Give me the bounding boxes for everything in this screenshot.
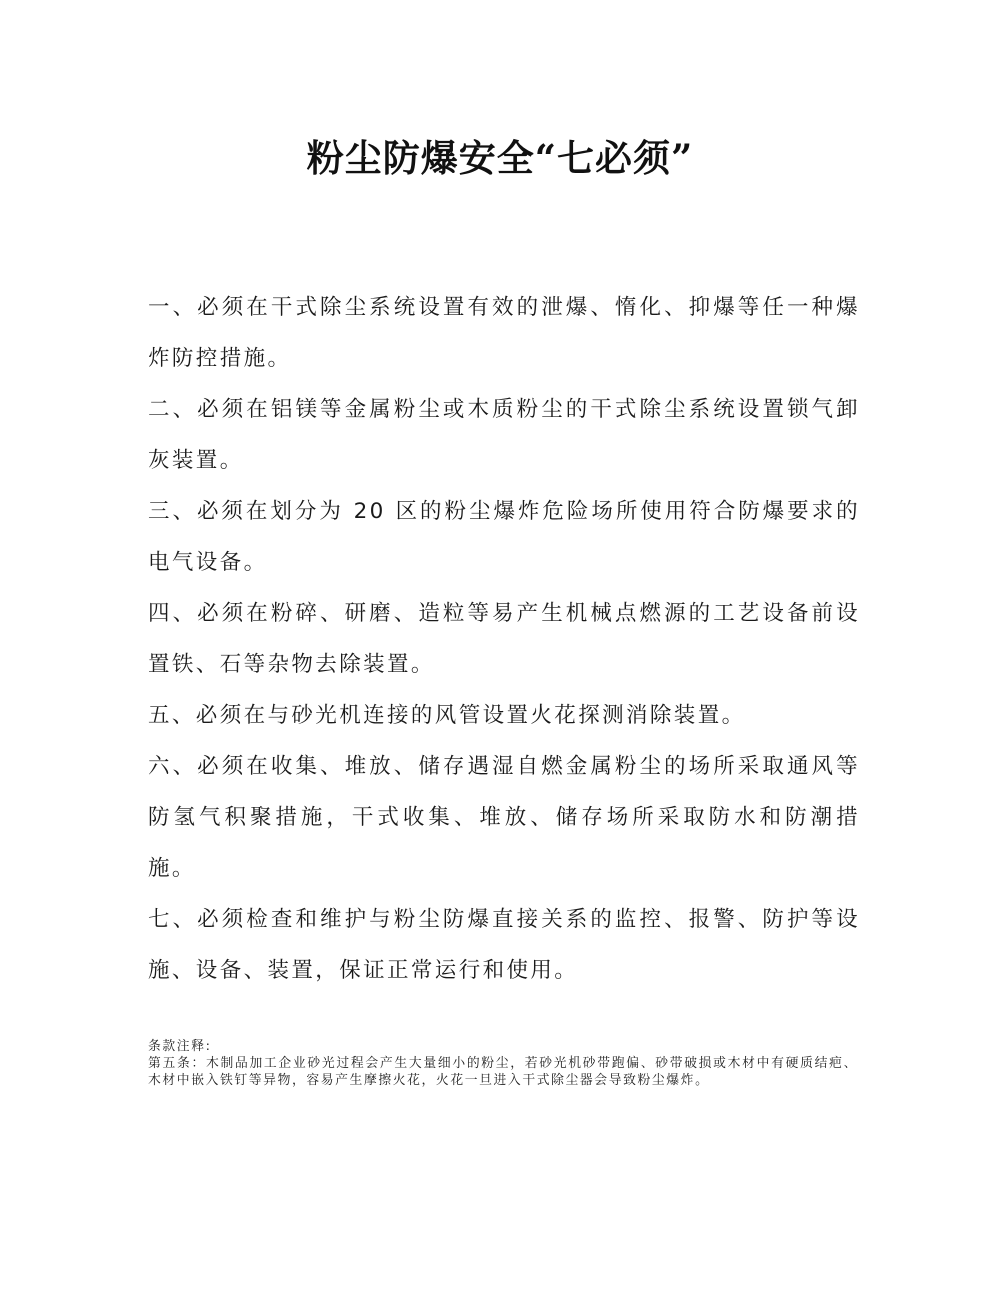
requirement-item-3: 三、必须在划分为 20 区的粉尘爆炸危险场所使用符合防爆要求的电气设备。: [148, 499, 860, 575]
requirement-item-5: 五、必须在与砂光机连接的风管设置火花探测消除装置。: [148, 703, 746, 728]
document-title: 粉尘防爆安全“七必须”: [306, 136, 694, 180]
notes-heading: 条款注释:: [148, 1039, 212, 1054]
clause-notes: [148, 1038, 858, 1089]
requirement-item-7: 七、必须检查和维护与粉尘防爆直接关系的监控、报警、防护等设施、设备、装置，保证正常运行和使用。: [148, 907, 860, 983]
notes-text: 第五条：木制品加工企业砂光过程会产生大量细小的粉尘，若砂光机砂带跑偏、砂带破损或木材中有硬质结疤、木材中嵌入铁钉等异物，容易产生摩擦火花，火花一旦进入干式除尘器会导致粉尘爆炸。: [148, 1056, 858, 1088]
requirement-item-1: 一、必须在干式除尘系统设置有效的泄爆、惰化、抑爆等任一种爆炸防控措施。: [148, 295, 860, 371]
requirement-item-2: 二、必须在铝镁等金属粉尘或木质粉尘的干式除尘系统设置锁气卸灰装置。: [148, 397, 860, 473]
requirement-item-6: 六、必须在收集、堆放、储存遇湿自燃金属粉尘的场所采取通风等防氢气积聚措施，干式收集、堆放、储存场所采取防水和防潮措施。: [148, 754, 860, 881]
requirements-list: [148, 282, 860, 996]
requirement-item-4: 四、必须在粉碎、研磨、造粒等易产生机械点燃源的工艺设备前设置铁、石等杂物去除装置。: [148, 601, 860, 677]
